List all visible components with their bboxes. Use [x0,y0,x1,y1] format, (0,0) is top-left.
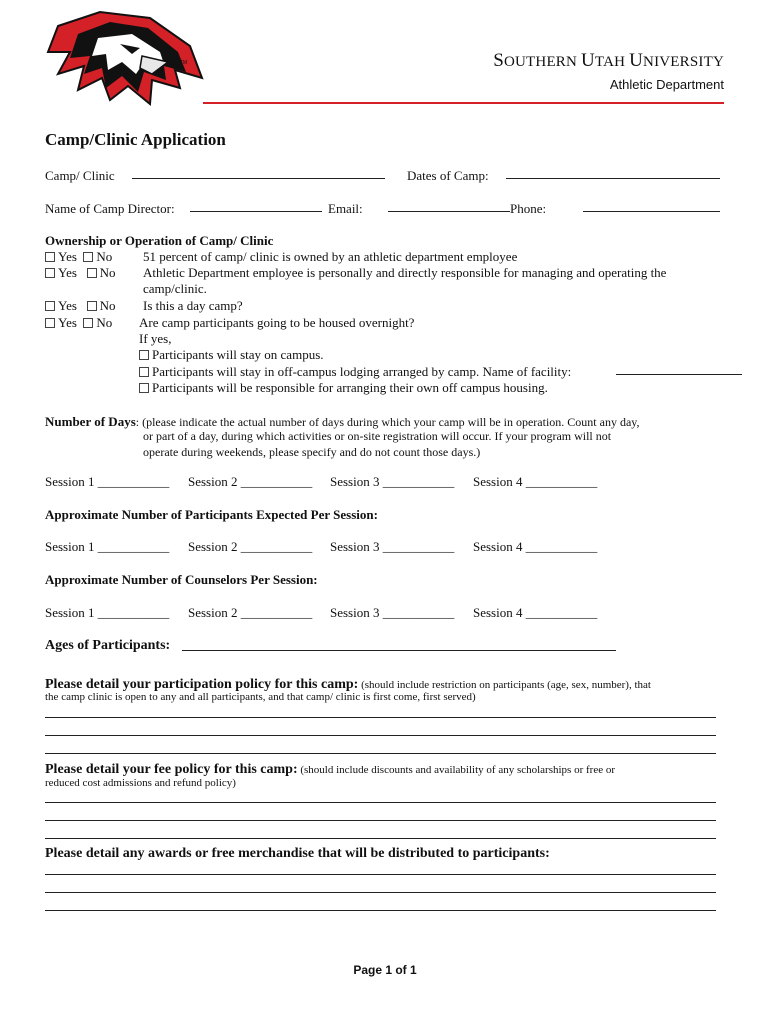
q2-no-checkbox[interactable] [87,268,97,278]
university-name: SOUTHERN UTAH UNIVERSITY [493,50,724,71]
q3-no-checkbox[interactable] [87,301,97,311]
svg-text:TM: TM [180,60,188,66]
days-note-line2: or part of a day, during which activities or on-site registration will occur. If your program will not [143,429,612,443]
participation-policy-line-1[interactable] [45,717,716,718]
number-of-days-label: Number of Days [45,414,136,429]
q4-no-checkbox[interactable] [83,318,93,328]
participants-session-2[interactable]: Session 2 ___________ [188,539,313,554]
days-note-line3: operate during weekends, please specify and do not count those days.) [143,445,481,459]
q2-text-line1: Athletic Department employee is personally and directly responsible for managing and operating the [143,265,667,280]
phone-field[interactable] [583,211,720,212]
fee-policy-line-3[interactable] [45,838,716,839]
participants-session-1[interactable]: Session 1 ___________ [45,539,170,554]
awards-line-2[interactable] [45,892,716,893]
housing-option-campus: Participants will stay on campus. [139,347,324,363]
days-session-3[interactable]: Session 3 ___________ [330,474,455,489]
q4-text: Are camp participants going to be housed overnight? [139,315,415,330]
days-session-1[interactable]: Session 1 ___________ [45,474,170,489]
awards-line-1[interactable] [45,874,716,875]
housing-option-offcampus: Participants will stay in off-campus lodging arranged by camp. Name of facility: [139,364,571,380]
housing-own-checkbox[interactable] [139,383,149,393]
days-session-4[interactable]: Session 4 ___________ [473,474,598,489]
q1-yes-checkbox[interactable] [45,252,55,262]
fee-policy-note: (should include discounts and availability of any scholarships or free or [297,764,616,776]
counselors-session-3[interactable]: Session 3 ___________ [330,605,455,620]
header-rule [203,102,724,104]
fee-policy-line-2[interactable] [45,820,716,821]
dates-field[interactable] [506,178,720,179]
participation-policy-heading: Please detail your participation policy for this camp: [45,677,359,692]
dates-label: Dates of Camp: [407,168,489,183]
ages-label: Ages of Participants: [45,638,171,653]
fee-policy-heading: Please detail your fee policy for this camp: [45,762,298,777]
university-logo [40,8,210,113]
camp-clinic-field[interactable] [132,178,385,179]
page-number: Page 1 of 1 [353,963,417,977]
phone-label: Phone: [510,201,547,216]
housing-offcampus-checkbox[interactable] [139,367,149,377]
email-label: Email: [328,201,363,216]
q1-no-checkbox[interactable] [83,252,93,262]
q3-yes-checkbox[interactable] [45,301,55,311]
participation-policy-line-2[interactable] [45,735,716,736]
fee-policy-note-line2: reduced cost admissions and refund policy) [45,777,236,789]
participants-session-4[interactable]: Session 4 ___________ [473,539,598,554]
q3-text: Is this a day camp? [143,298,243,313]
counselors-session-2[interactable]: Session 2 ___________ [188,605,313,620]
awards-heading: Please detail any awards or free merchandise that will be distributed to participants: [45,846,550,861]
housing-option-own: Participants will be responsible for arranging their own off campus housing. [139,380,548,396]
q2-yes-checkbox[interactable] [45,268,55,278]
participation-policy-note-line2: the camp clinic is open to any and all participants, and that camp/ clinic is first come, first served) [45,691,476,703]
if-yes-label: If yes, [139,331,172,346]
counselors-heading: Approximate Number of Counselors Per Session: [45,572,318,587]
page-title: Camp/Clinic Application [45,130,226,149]
q1-text: 51 percent of camp/ clinic is owned by an athletic department employee [143,249,518,264]
counselors-session-1[interactable]: Session 1 ___________ [45,605,170,620]
q2-checkboxes: Yes No [45,265,116,281]
ownership-heading: Ownership or Operation of Camp/ Clinic [45,233,274,248]
director-label: Name of Camp Director: [45,201,175,216]
q1-checkboxes: Yes No [45,249,112,265]
participation-policy-note: (should include restriction on participants (age, sex, number), that [358,679,651,691]
director-field[interactable] [190,211,322,212]
participants-session-3[interactable]: Session 3 ___________ [330,539,455,554]
email-field[interactable] [388,211,510,212]
q3-checkboxes: Yes No [45,298,116,314]
counselors-session-4[interactable]: Session 4 ___________ [473,605,598,620]
department-name: Athletic Department [609,77,724,92]
participation-policy-line-3[interactable] [45,753,716,754]
q4-checkboxes: Yes No [45,315,112,331]
participants-heading: Approximate Number of Participants Expected Per Session: [45,507,378,522]
fee-policy-heading-row [45,760,615,778]
days-session-2[interactable]: Session 2 ___________ [188,474,313,489]
facility-name-field[interactable] [616,374,742,375]
q4-yes-checkbox[interactable] [45,318,55,328]
camp-clinic-label: Camp/ Clinic [45,168,115,183]
awards-line-3[interactable] [45,910,716,911]
fee-policy-line-1[interactable] [45,802,716,803]
ages-field[interactable] [182,650,616,651]
housing-campus-checkbox[interactable] [139,350,149,360]
number-of-days-note: : (please indicate the actual number of days during which your camp will be in operation. Count any day, [135,415,640,429]
q2-text-line2: camp/clinic. [143,281,207,296]
